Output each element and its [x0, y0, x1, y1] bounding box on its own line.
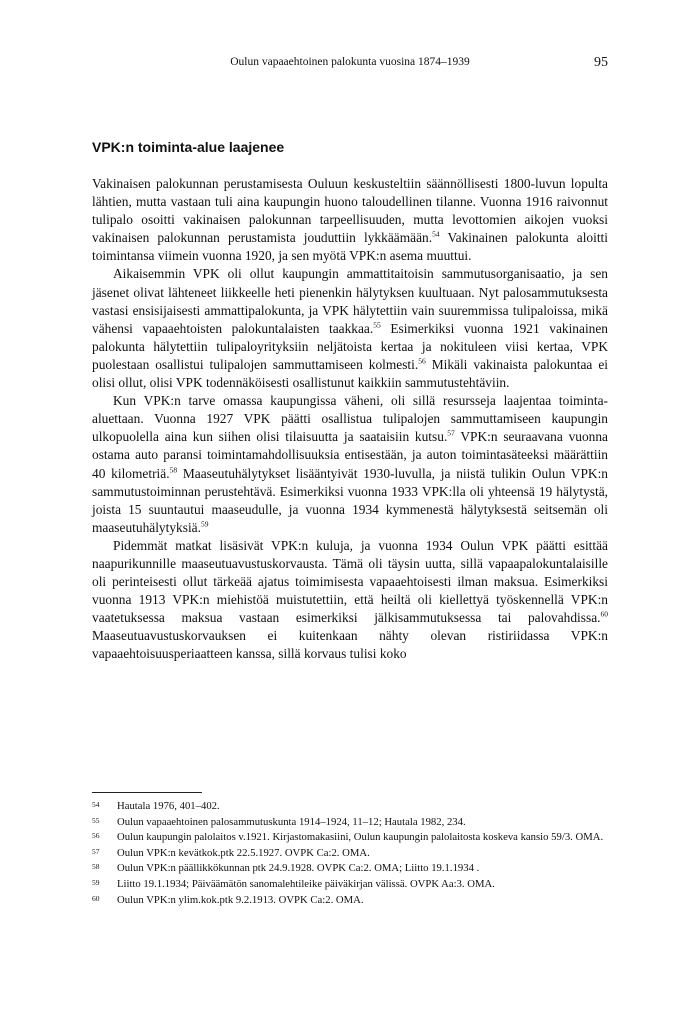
paragraph-text: Mikäli vakinaista palokuntaa ei olisi ollut, olisi VPK todennäköisesti osallistunut kaikkiin sammutustehtäviin. — [92, 356, 609, 391]
footnote-number: 54 — [92, 800, 100, 809]
footnote-57 — [92, 846, 608, 862]
running-title: Oulun vapaaehtoinen palokunta vuosina 1874–1939 — [230, 56, 470, 68]
footnote-text: Liitto 19.1.1934; Päiväämätön sanomalehtileike päiväkirjan välissä. OVPK Aa:3. OMA. — [117, 877, 495, 890]
paragraph-3 — [92, 392, 608, 537]
footnote-ref-57: 57 — [447, 428, 455, 438]
footnote-number: 59 — [92, 877, 100, 887]
paragraph-1 — [92, 175, 608, 265]
paragraph-text: Kun VPK:n tarve omassa kaupungissa väheni, oli sillä resursseja laajentaa toiminta-aluettaan. Vuonna 1927 VPK päätti osallistua tulipalojen sammuttamiseen kaupungin ulkopuolella aina kun siihen olisi tilaisuutta ja saataisiin kutsu. — [92, 393, 608, 445]
footnote-58 — [92, 861, 608, 877]
paragraph-text: Vakinaisen palokunnan perustamisesta Ouluun keskusteltiin säännöllisesti 1800-luvun lopulta lähtien, mutta vastaan tuli aina kaupungin huono taloudellinen tilanne. Vuonna 1916 raivonnut tulipalo osoitti vakinaisen palokunnan tarpeellisuuden, mutta levottomien aikojen vuoksi vakinaisen palokunnan perustamista jouduttiin lykkäämään. — [92, 176, 608, 246]
book-page — [92, 0, 608, 1014]
footnote-ref-56: 56 — [418, 356, 426, 366]
body-text — [92, 175, 608, 664]
paragraph-text: Vakinainen palokunta aloitti toimintansa viimein vuonna 1920, ja sen myötä VPK:n asema muuttui. — [92, 230, 608, 264]
footnote-ref-55: 55 — [373, 320, 381, 330]
footnote-number: 60 — [92, 893, 100, 903]
footnote-number: 58 — [92, 862, 100, 872]
footnote-number: 56 — [92, 831, 100, 841]
footnote-ref-60: 60 — [600, 609, 608, 619]
running-header — [92, 56, 608, 72]
footnotes — [92, 799, 608, 908]
footnote-text: Oulun VPK:n kevätkok.ptk 22.5.1927. OVPK Ca:2. OMA. — [117, 846, 370, 859]
paragraph-text: Esimerkiksi vuonna 1921 vakinainen palokunta hälytettiin tulipaloyrityksiin neljätoista kertaa ja nokituleen viisi kertaa, VPK puolestaan osallistui tulipalojen sammuttamiseen kolmesti. — [92, 320, 609, 372]
footnote-ref-54: 54 — [432, 229, 440, 239]
paragraph-text: Aikaisemmin VPK oli ollut kaupungin ammattitaitoisin sammutusorganisaatio, ja sen jäsenet olivat lähteneet liikkeelle heti pienenkin hälytyksen kuultuaan. Nyt palosammutuksesta vastasi ensisijaisesti ammattipalokunta, ja VPK hälytettiin vain suuremmissa tulipaloissa, mikä vähensi vapaaehtoisten palokuntalaisten taakkaa. — [92, 266, 608, 336]
paragraph-text: Maaseutuavustuskorvauksen ei kuitenkaan nähty olevan ristiriidassa VPK:n vapaaehtoisuusperiaatteen kanssa, sillä korvaus tulisi koko — [92, 628, 608, 662]
footnote-ref-58: 58 — [169, 465, 178, 475]
footnote-59 — [92, 877, 608, 893]
footnote-text: Hautala 1976, 401–402. — [117, 800, 220, 812]
footnote-text: Oulun vapaaehtoinen palosammutuskunta 1914–1924, 11–12; Hautala 1982, 234. — [117, 815, 466, 828]
footnote-number: 57 — [92, 846, 100, 856]
footnote-ref-59: 59 — [200, 519, 209, 529]
paragraph-text: VPK:n seuraavana vuonna ostama auto paransi toimintamahdollisuuksia entisestään, ja auton toimintasäteeksi määrättiin 40 kilometriä. — [92, 429, 608, 481]
footnote-text: Oulun VPK:n ylim.kok.ptk 9.2.1913. OVPK Ca:2. OMA. — [117, 893, 364, 906]
footnote-text: Oulun kaupungin palolaitos v.1921. Kirjastomakasiini, Oulun kaupungin palolaitosta koskeva kansio 59/3. OMA. — [117, 831, 604, 844]
paragraph-text: Pidemmät matkat lisäsivät VPK:n kuluja, ja vuonna 1934 Oulun VPK päätti esittää naapurikunnille maaseutuavustuskorvausta. Tämä oli täysin uutta, sillä vapaapalokuntalaisille oli perinteisesti ollut tärkeää ajatus toimimisesta vapaaehtoisesti ilman maksua. Esimerkiksi vuonna 1913 VPK:n miehistöä muistutettiin, että heiltä oli kiellettyä työskennellä VPK:n vaatetuksessa maksua vastaan esimerkiksi jälkisammutuksessa tai palovahdissa. — [92, 537, 608, 626]
footnote-56 — [92, 830, 608, 846]
footnote-55 — [92, 815, 608, 831]
footnote-number: 55 — [92, 815, 100, 825]
footnote-text: Oulun VPK:n päällikkökunnan ptk 24.9.1928. OVPK Ca:2. OMA; Liitto 19.1.1934 . — [117, 862, 480, 875]
footnote-54 — [92, 799, 608, 815]
paragraph-2 — [92, 265, 608, 392]
footnote-60 — [92, 893, 608, 909]
page-number: 95 — [594, 55, 608, 70]
section-heading: VPK:n toiminta-alue laajenee — [92, 139, 285, 155]
paragraph-4 — [92, 537, 608, 664]
footnote-divider — [92, 792, 202, 793]
paragraph-text: Maaseutuhälytykset lisääntyivät 1930-luvulla, ja niistä tulikin Oulun VPK:n sammutustoiminnan perustehtävä. Esimerkiksi vuonna 1933 VPK:lla oli yhteensä 19 hälytystä, joista 15 suuntautui maaseudulle, ja vuonna 1934 kymmenestä hälytyksestä seitsemän oli maaseutuhälytyksiä. — [92, 465, 609, 535]
